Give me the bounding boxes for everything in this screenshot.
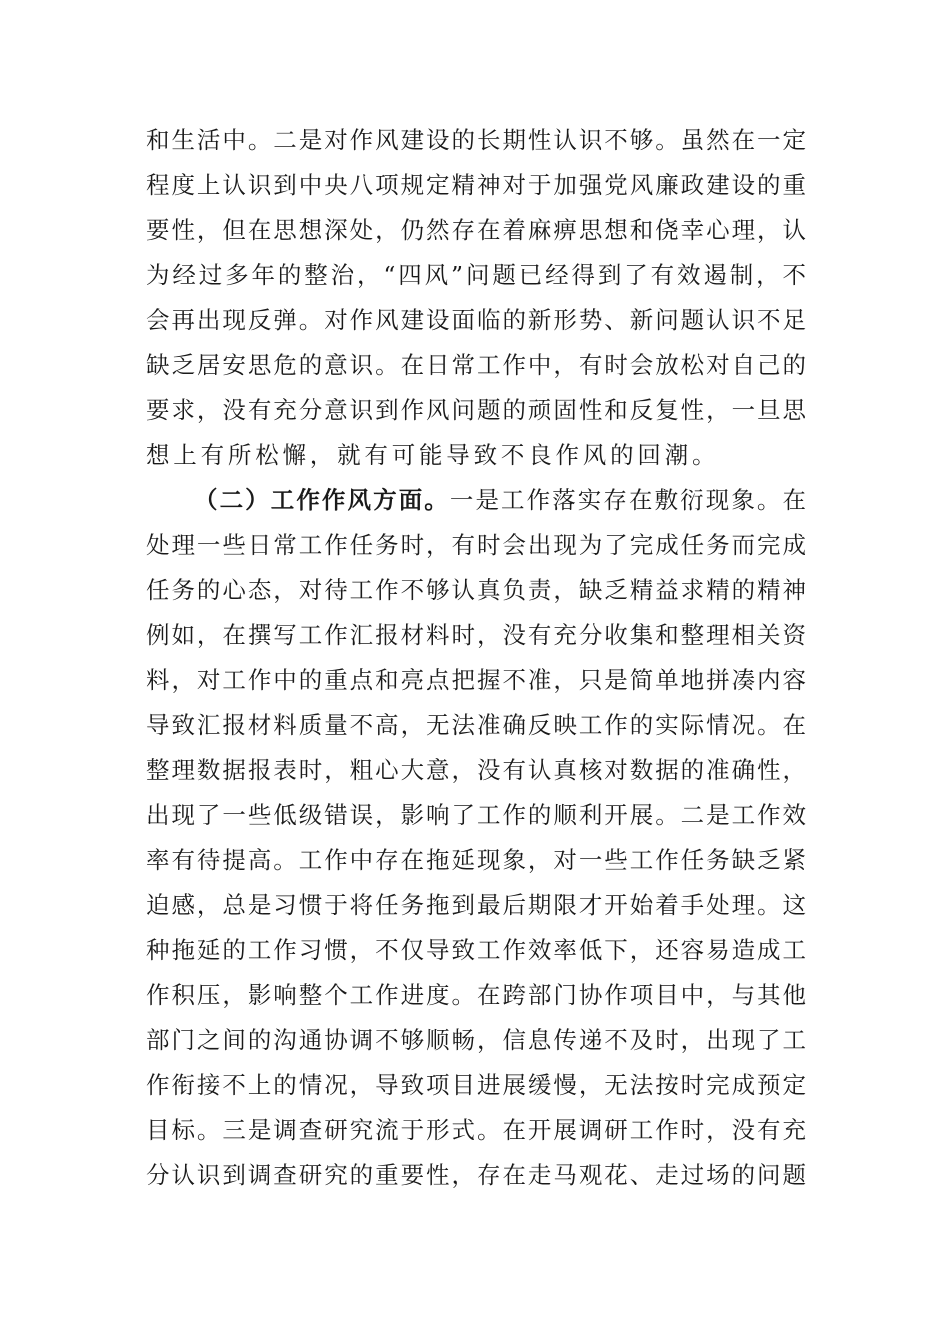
paragraph2-line-5: 料，对工作中的重点和亮点把握不准，只是简单地拼凑内容 <box>146 666 806 694</box>
paragraph1-line-2: 程度上认识到中央八项规定精神对于加强党风廉政建设的重 <box>146 171 806 199</box>
paragraph2-line-14: 作衔接不上的情况，导致项目进展缓慢，无法按时完成预定 <box>146 1071 806 1099</box>
paragraph2-line-4: 例如，在撰写工作汇报材料时，没有充分收集和整理相关资 <box>146 621 806 649</box>
paragraph2-line-11: 种拖延的工作习惯，不仅导致工作效率低下，还容易造成工 <box>146 936 806 964</box>
paragraph2-line-3: 任务的心态，对待工作不够认真负责，缺乏精益求精的精神 <box>146 576 806 604</box>
paragraph2-line-12: 作积压，影响整个工作进度。在跨部门协作项目中，与其他 <box>146 981 806 1009</box>
paragraph2-line-8: 出现了一些低级错误，影响了工作的顺利开展。二是工作效 <box>146 801 806 829</box>
paragraph1-line-7: 要求，没有充分意识到作风问题的顽固性和反复性，一旦思 <box>146 396 806 424</box>
paragraph2-line-9: 率有待提高。工作中存在拖延现象，对一些工作任务缺乏紧 <box>146 846 806 874</box>
section-heading: （二）工作作风方面。 <box>194 486 450 514</box>
paragraph2-line-6: 导致汇报材料质量不高，无法准确反映工作的实际情况。在 <box>146 711 806 739</box>
paragraph2-first-line-text: 一是工作落实存在敷衍现象。在 <box>449 486 807 514</box>
paragraph1-line-6: 缺乏居安思危的意识。在日常工作中，有时会放松对自己的 <box>146 351 806 379</box>
paragraph2-line-10: 迫感，总是习惯于将任务拖到最后期限才开始着手处理。这 <box>146 891 806 919</box>
paragraph1-line-3: 要性，但在思想深处，仍然存在着麻痹思想和侥幸心理，认 <box>146 216 806 244</box>
paragraph2-line-15: 目标。三是调查研究流于形式。在开展调研工作时，没有充 <box>146 1116 806 1144</box>
paragraph1-line-8: 想上有所松懈，就有可能导致不良作风的回潮。 <box>146 441 720 469</box>
paragraph1-line-4: 为经过多年的整治，“四风”问题已经得到了有效遏制，不 <box>146 261 806 289</box>
paragraph2-first-line <box>194 478 806 522</box>
paragraph1-line-5: 会再出现反弹。对作风建设面临的新形势、新问题认识不足 <box>146 306 806 334</box>
paragraph2-line-2: 处理一些日常工作任务时，有时会出现为了完成任务而完成 <box>146 531 806 559</box>
paragraph2-line-16: 分认识到调查研究的重要性，存在走马观花、走过场的问题 <box>146 1161 806 1189</box>
paragraph2-line-13: 部门之间的沟通协调不够顺畅，信息传递不及时，出现了工 <box>146 1026 806 1054</box>
paragraph2-line-7: 整理数据报表时，粗心大意，没有认真核对数据的准确性， <box>146 756 806 784</box>
paragraph1-line-1: 和生活中。二是对作风建设的长期性认识不够。虽然在一定 <box>146 126 806 154</box>
